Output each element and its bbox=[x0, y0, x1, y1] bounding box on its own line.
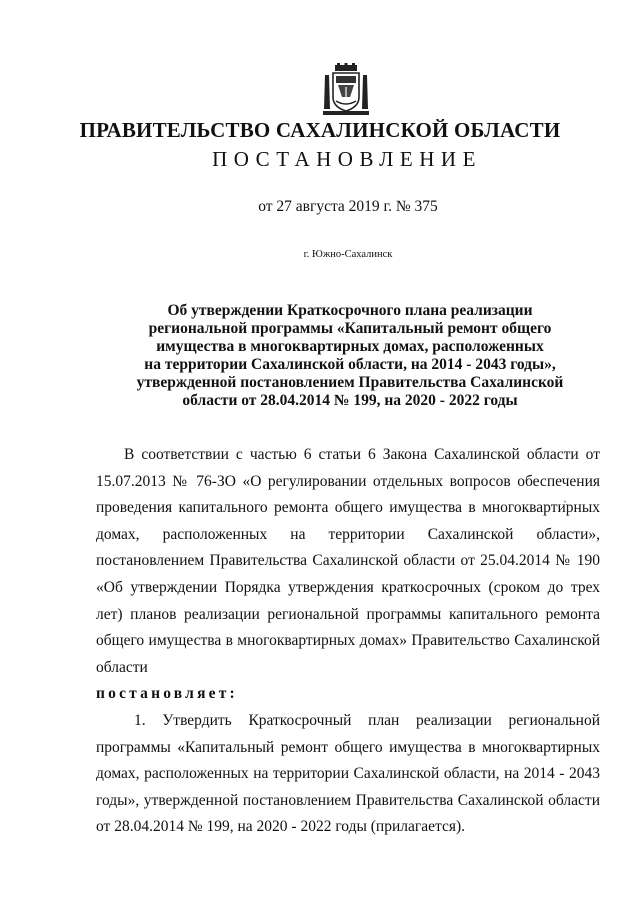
subject-line: области от 28.04.2014 № 199, на 2020 - 2022 годы bbox=[182, 392, 518, 409]
subject-line: региональной программы «Капитальный ремонт общего bbox=[148, 320, 552, 337]
city: г. Южно-Сахалинск bbox=[303, 249, 393, 260]
item-1-paragraph: 1. Утвердить Краткосрочный план реализации региональной программы «Капитальный ремонт общего имущества в многоквартирных домах, расположенных на территории Сахалинской области, на 2014 - 2043 годы», утвержденной постановлением Правительства Сахалинской области от 28.04.2014 № 199, на 2020 - 2022 годы (прилагается). bbox=[96, 711, 600, 836]
subject-line: Об утверждении Краткосрочного плана реализации bbox=[167, 302, 533, 319]
subject-line: утвержденной постановлением Правительства Сахалинской bbox=[136, 374, 564, 391]
preamble-paragraph: В соответствии с частью 6 статьи 6 Закона Сахалинской области от 15.07.2013 № 76-ЗО «О регулировании отдельных вопросов обеспечения проведения капитального ремонта общего имущества в многоквартирных домах, расположенных на территории Сахалинской области», постановлением Правительства Сахалинской области от 25.04.2014 № 190 «Об утверждении Порядка утверждения краткосрочных (сроком до трех лет) планов реализации региональной программы капитального ремонта общего имущества в многоквартирных домах» Правительство Сахалинской области bbox=[96, 446, 600, 676]
government-title: ПРАВИТЕЛЬСТВО САХАЛИНСКОЙ ОБЛАСТИ bbox=[79, 118, 561, 142]
document-body bbox=[96, 442, 600, 841]
subject-line: имущества в многоквартирных домах, расположенных bbox=[156, 338, 544, 355]
resolves-heading: постановляет: bbox=[96, 685, 238, 703]
document-type: ПОСТАНОВЛЕНИЕ bbox=[212, 147, 482, 171]
scan-mark: ˎ bbox=[563, 489, 567, 503]
document-subject bbox=[120, 302, 580, 410]
date-and-number: от 27 августа 2019 г. № 375 bbox=[258, 198, 438, 215]
subject-line: на территории Сахалинской области, на 2014 - 2043 годы», bbox=[144, 356, 556, 373]
sakhalin-coat-of-arms-icon bbox=[321, 63, 371, 117]
